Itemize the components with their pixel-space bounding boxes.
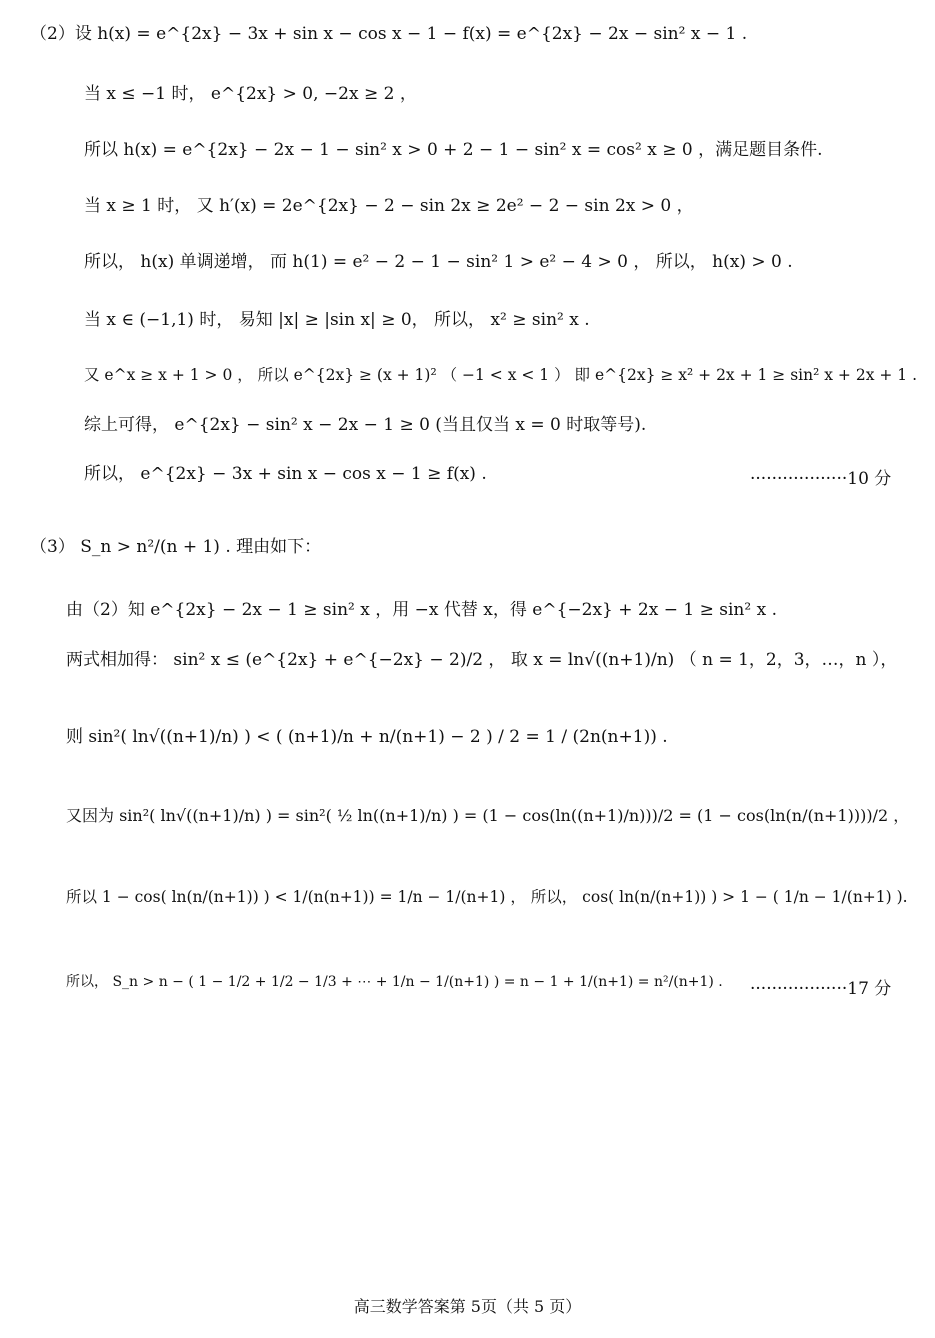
- part3-line-2: 两式相加得： sin² x ≤ (e^{2x} + e^{−2x} − 2)/2 ， 取 x = ln√((n+1)/n) （ n = 1，2，3，…，n ），: [66, 650, 898, 670]
- part3-score: ··················17 分: [750, 979, 892, 999]
- part2-title: （2）设 h(x) = e^{2x} − 3x + sin x − cos x − 1 − f(x) = e^{2x} − 2x − sin² x − 1 .: [30, 24, 748, 44]
- part2-line-6: 又 e^x ≥ x + 1 > 0 ， 所以 e^{2x} ≥ (x + 1)² （ −1 < x < 1 ） 即 e^{2x} ≥ x² + 2x + 1 ≥ sin² x + 2x + 1 .: [84, 366, 917, 384]
- part2-line-3: 当 x ≥ 1 时， 又 h′(x) = 2e^{2x} − 2 − sin 2x ≥ 2e² − 2 − sin 2x > 0 ，: [84, 196, 694, 216]
- part2-line-8: 所以， e^{2x} − 3x + sin x − cos x − 1 ≥ f(x) .: [84, 464, 487, 484]
- part2-line-4: 所以， h(x) 单调递增， 而 h(1) = e² − 2 − 1 − sin² 1 > e² − 4 > 0 ， 所以， h(x) > 0 .: [84, 252, 793, 272]
- page-footer: 高三数学答案第 5页（共 5 页）: [353, 1297, 582, 1316]
- part3-line-3: 则 sin²( ln√((n+1)/n) ) < ( (n+1)/n + n/(n+1) − 2 ) / 2 = 1 / (2n(n+1)) .: [66, 727, 668, 747]
- part3-line-4: 又因为 sin²( ln√((n+1)/n) ) = sin²( ½ ln((n+1)/n) ) = (1 − cos(ln((n+1)/n)))/2 = (1 − cos(ln(n/(n+1))))/2 ，: [66, 806, 910, 825]
- part3-line-1: 由（2）知 e^{2x} − 2x − 1 ≥ sin² x ，用 −x 代替 x，得 e^{−2x} + 2x − 1 ≥ sin² x .: [66, 600, 777, 620]
- part2-score: ··················10 分: [750, 469, 892, 489]
- part2-line-5: 当 x ∈ (−1,1) 时， 易知 |x| ≥ |sin x| ≥ 0， 所以， x² ≥ sin² x .: [84, 310, 590, 330]
- part3-title: （3） S_n > n²/(n + 1) . 理由如下：: [30, 537, 322, 557]
- part2-line-7: 综上可得， e^{2x} − sin² x − 2x − 1 ≥ 0 (当且仅当 x = 0 时取等号).: [84, 415, 647, 435]
- part2-line-1: 当 x ≤ −1 时， e^{2x} > 0, −2x ≥ 2 ，: [84, 84, 417, 104]
- part2-line-2: 所以 h(x) = e^{2x} − 2x − 1 − sin² x > 0 + 2 − 1 − sin² x = cos² x ≥ 0 ，满足题目条件.: [84, 140, 823, 160]
- part3-line-6: 所以， S_n > n − ( 1 − 1/2 + 1/2 − 1/3 + ⋯ + 1/n − 1/(n+1) ) = n − 1 + 1/(n+1) = n²/(n+1) .: [66, 974, 723, 990]
- part3-line-5: 所以 1 − cos( ln(n/(n+1)) ) < 1/(n(n+1)) = 1/n − 1/(n+1) ， 所以， cos( ln(n/(n+1)) ) > 1 − ( 1/n − 1/(n+1) ).: [66, 888, 908, 906]
